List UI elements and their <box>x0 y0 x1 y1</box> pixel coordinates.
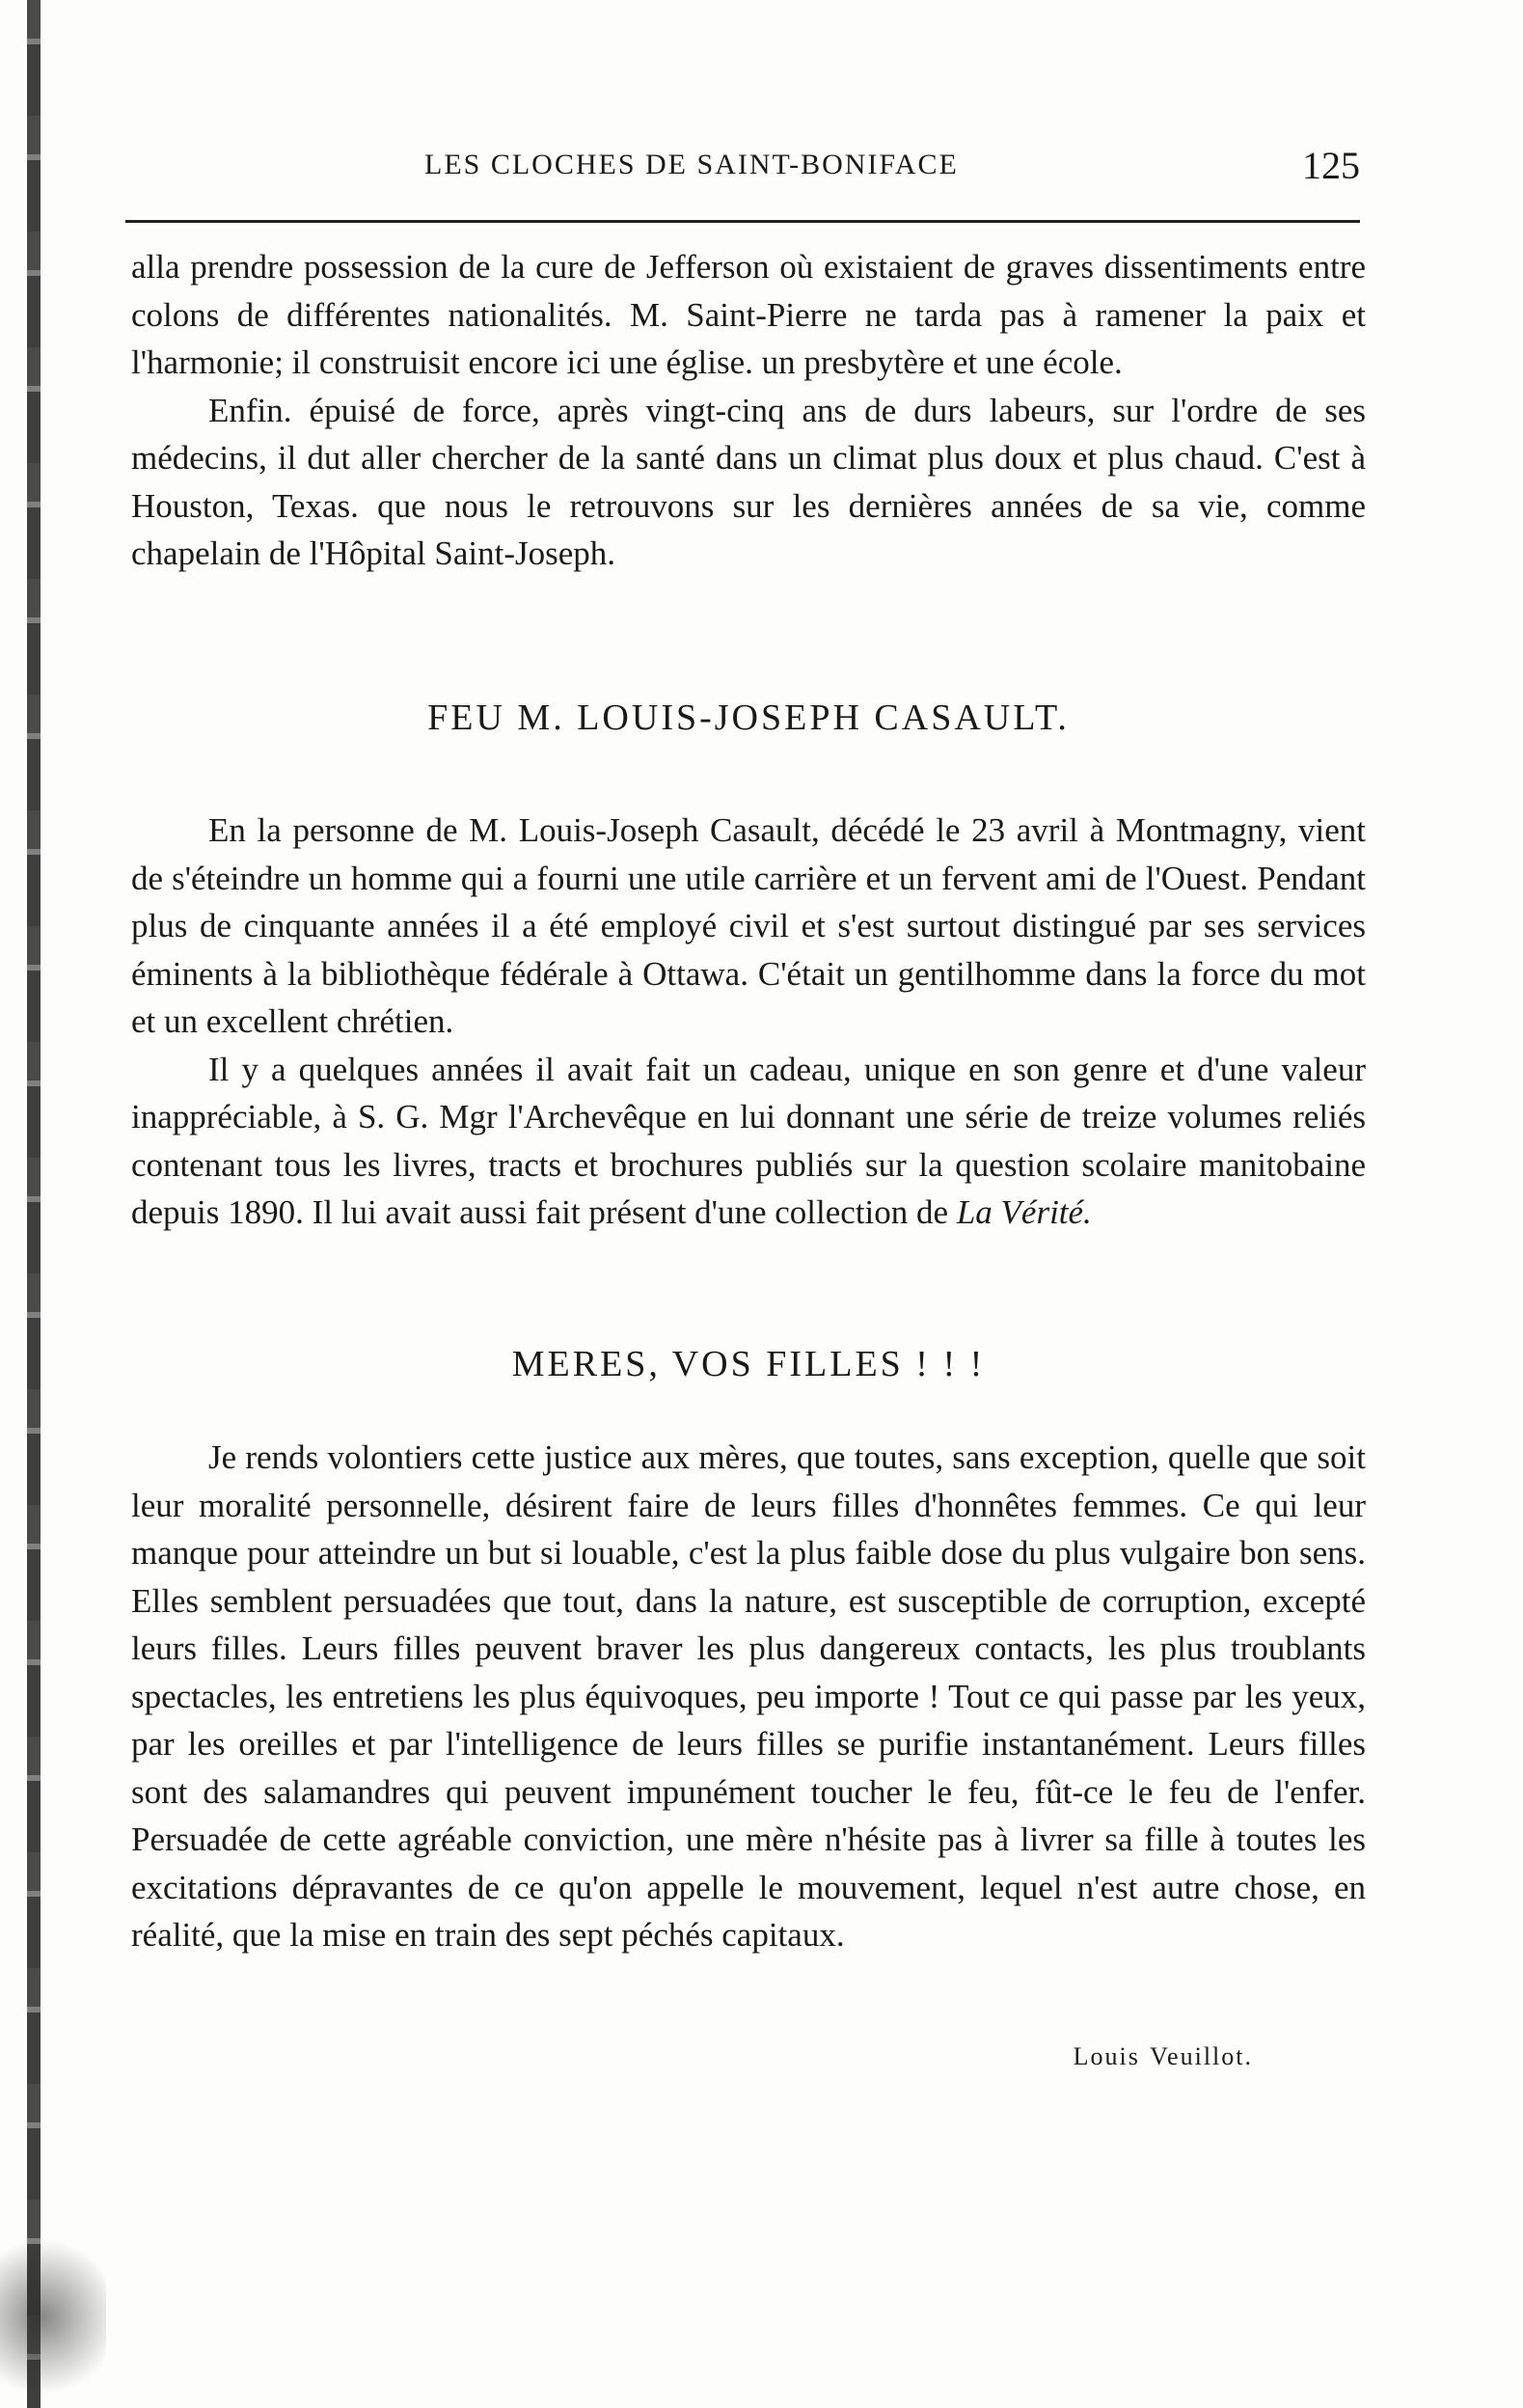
paragraph: alla prendre possession de la cure de Jefferson où existaient de graves dissentiments entre colons de différentes nationalités. M. Saint-Pierre ne tarda pas à ramener la paix et l'harmonie; il construisit encore ici une église. un presbytère et une école. <box>131 248 1366 381</box>
section-casault <box>131 807 1366 1237</box>
page-binding-edge <box>27 0 41 2408</box>
signature-first-name: Louis <box>1073 2042 1140 2070</box>
section-heading-casault: FEU M. LOUIS-JOSEPH CASAULT. <box>427 698 1070 738</box>
page-header <box>125 143 1360 191</box>
section-meres <box>131 1434 1366 1959</box>
running-title: LES CLOCHES DE SAINT-BONIFACE <box>424 149 959 180</box>
paragraph: En la personne de M. Louis-Joseph Casault, décédé le 23 avril à Montmagny, vient de s'éteindre un homme qui a fourni une utile carrière et un fervent ami de l'Ouest. Pendant plus de cinquante années il a été employé civil et s'est surtout distingué par ses services éminents à la bibliothèque fédérale à Ottawa. C'était un gentilhomme dans la force du mot et un excellent chrétien. <box>131 811 1366 1040</box>
paragraph: Je rends volontiers cette justice aux mères, que toutes, sans exception, quelle que soit leur moralité personnelle, désirent faire de leurs filles d'honnêtes femmes. Ce qui leur manque pour atteindre un but si louable, c'est la plus faible dose du plus vulgaire bon sens. Elles semblent persuadées que tout, dans la nature, est susceptible de corruption, excepté leurs filles. Leurs filles peuvent braver les plus dangereux contacts, les plus troublants spectacles, les entretiens les plus équivoques, peu importe ! Tout ce qui passe par les yeux, par les oreilles et par l'intelligence de leurs filles se purifie instantanément. Leurs filles sont des salamandres qui peuvent impunément toucher le feu, fût-ce le feu de l'enfer. Persuadée de cette agréable conviction, une mère n'hésite pas à livrer sa fille à toutes les excitations dépravantes de ce qu'on appelle le mouvement, lequel n'est autre chose, en réalité, que la mise en train des sept péchés capitaux. <box>131 1438 1366 1954</box>
paragraph: Enfin. épuisé de force, après vingt-cinq ans de durs labeurs, sur l'ordre de ses médecins, il dut aller chercher de la santé dans un climat plus doux et plus chaud. C'est à Houston, Texas. que nous le retrouvons sur les dernières années de sa vie, comme chapelain de l'Hôpital Saint-Joseph. <box>131 391 1366 572</box>
section-heading-meres: MERES, VOS FILLES ! ! ! <box>511 1344 986 1384</box>
section-saint-pierre <box>131 243 1366 578</box>
paragraph <box>131 1046 1366 1237</box>
page-number: 125 <box>1302 144 1360 187</box>
paragraph-text: Il y a quelques années il avait fait un cadeau, unique en son genre et d'une valeur inappréciable, à S. G. Mgr l'Archevêque en lui donnant une série de treize volumes reliés contenant tous les livres, tracts et brochures publiés sur la question scolaire manitobaine depuis 1890. Il lui avait aussi fait présent d'une collection de <box>131 1050 1366 1231</box>
author-signature <box>1074 2038 1253 2073</box>
signature-last-name: Veuillot. <box>1150 2042 1253 2070</box>
scan-smudge <box>0 2180 106 2408</box>
header-rule <box>125 220 1360 223</box>
newspaper-title: La Vérité. <box>956 1193 1092 1231</box>
